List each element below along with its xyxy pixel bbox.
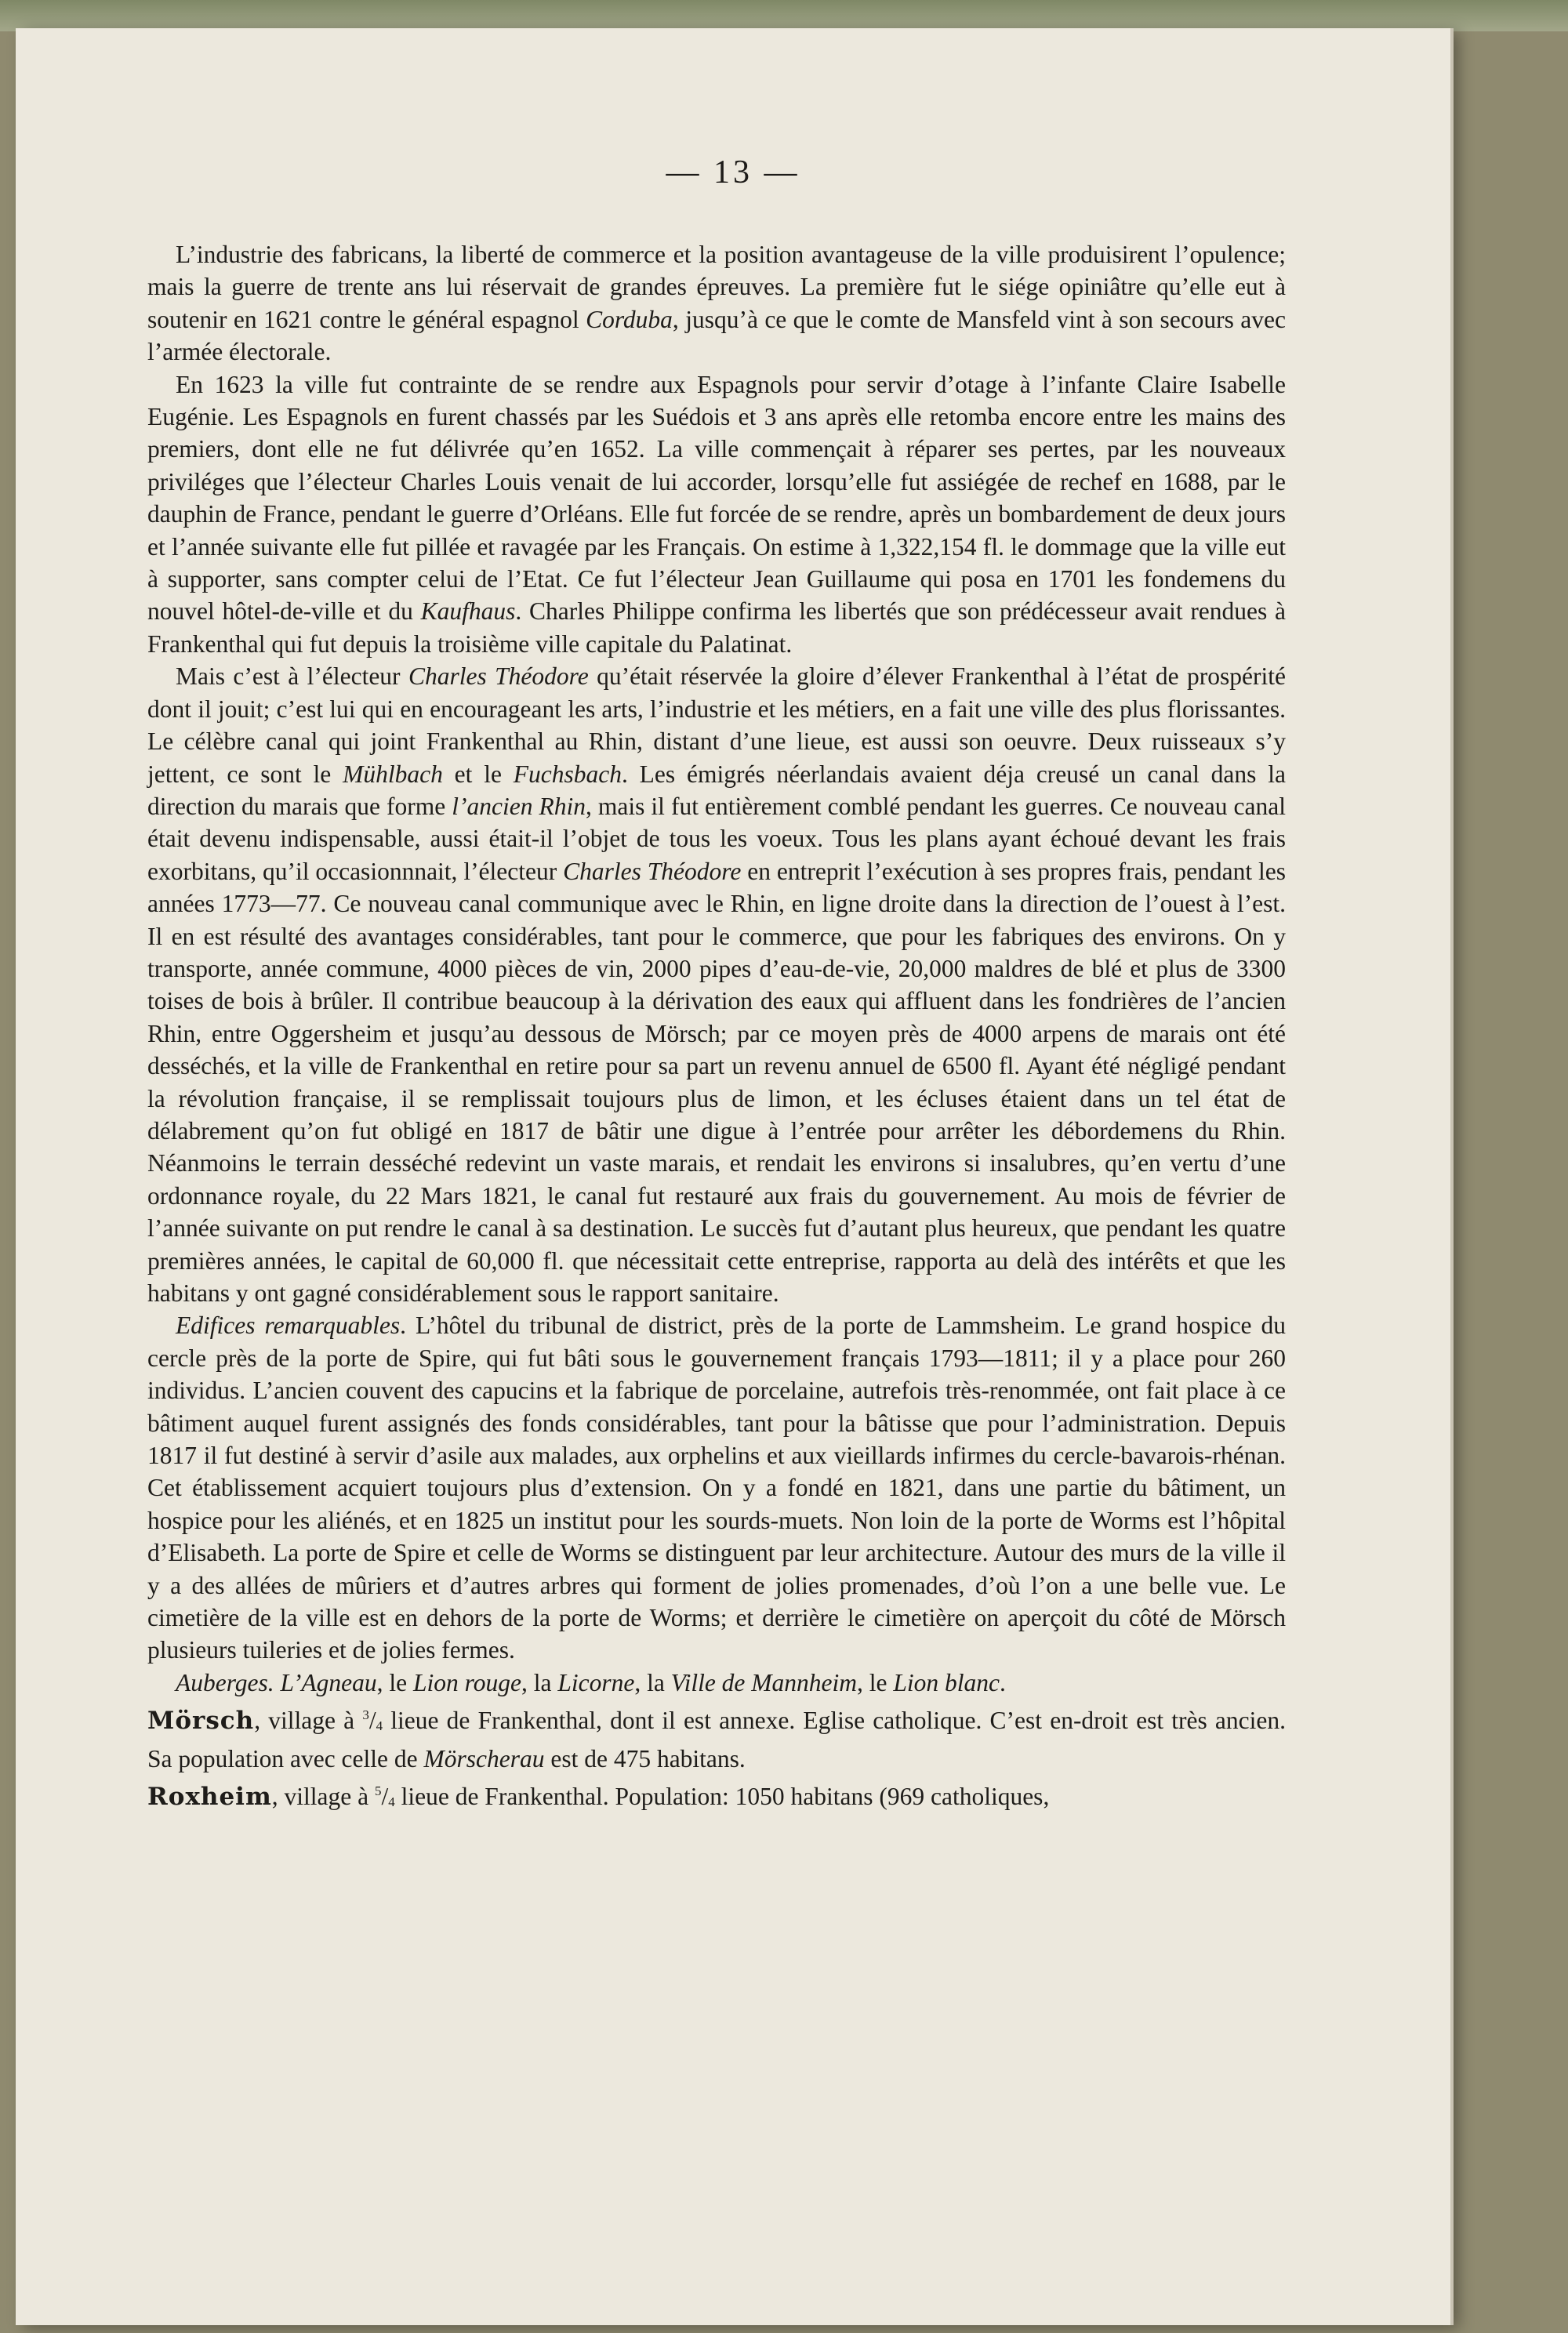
paragraph-history-sieges: En 1623 la ville fut contrainte de se rendre aux Espagnols pour servir d’otage à l’infante Claire Isabelle Eugénie. Les Espagnols en furent chassés par les Suédois et 3 ans après elle retomba encore entre les mains des premiers, dont elle ne fut délivrée qu’en 1652. La ville commençait à réparer ses pertes, par les nouveaux priviléges que l’électeur Charles Louis venait de lui accorder, lorsqu’elle fut assiégée de rechef en 1688, par le dauphin de France, pendant le guerre d’Orléans. Elle fut forcée de se rendre, après un bombardement de deux jours et l’année suivante elle fut pillée et ravagée par les Français. On estime à 1,322,154 fl. le dommage que la ville eut à supporter, sans compter celui de l’Etat. Ce fut l’électeur Jean Guillaume qui posa en 1701 les fondemens du nouvel hôtel-de-ville et du Kaufhaus. Charles Philippe confirma les libertés que son prédécesseur avait rendues à Frankenthal qui fut depuis la troisième ville capitale du Palatinat. (147, 370, 1286, 658)
fraction-three-quarters: $^3/_4$ (362, 1707, 383, 1735)
paragraph-canal: Mais c’est à l’électeur Charles Théodore qu’était réservée la gloire d’élever Frankenthal à l’état de prospérité dont il jouit; c’est lui qui en encourageant les arts, l’industrie et les métiers, en a fait une ville des plus florissantes. Le célèbre canal qui joint Frankenthal au Rhin, distant d’une lieue, est aussi son oeuvre. Deux ruisseaux s’y jettent, ce sont le Mühlbach et le Fuchsbach. Les émigrés néerlandais avaient déja creusé un canal dans la direction du marais que forme l’ancien Rhin, mais il fut entièrement comblé pendant les guerres. Ce nouveau canal était devenu indispensable, aussi était-il l’objet de tous les voeux. Tous les plans ayant échoué devant les frais exorbitans, qu’il occasionnnait, l’électeur Charles Théodore en entreprit l’exécution à ses propres frais, pendant les années 1773—77. Ce nouveau canal communique avec le Rhin, en ligne droite dans la direction de l’ouest à l’est. Il en est résulté des avantages considérables, tant pour le commerce, que pour les fabriques des environs. On y transporte, année commune, 4000 pièces de vin, 2000 pipes d’eau-de-vie, 20,000 maldres de blé et plus de 3300 toises de bois à brûler. Il contribue beaucoup à la dérivation des eaux qui affluent dans les fondrières de l’ancien Rhin, entre Oggersheim et jusqu’au dessous de Mörsch; par ce moyen près de 4000 arpens de marais ont été desséchés, et la ville de Frankenthal en retire pour sa part un revenu annuel de 6500 fl. Ayant été négligé pendant la révolution française, il se remplissait toujours plus de limon, et les écluses étaient dans un tel état de délabrement qu’on fut obligé en 1817 de bâtir une digue à l’entrée pour arrêter les débordemens du Rhin. Néanmoins le terrain desséché redevint un vaste marais, et rendait les environs si insalubres, qu’en vertu d’une ordonnance royale, du 22 Mars 1821, le canal fut restauré aux frais du gouvernement. Au mois de février de l’année suivante on put rendre le canal à sa destination. Le succès fut d’autant plus heureux, que pendant les quatre premières années, le capital de 60,000 fl. que nécessitait cette entreprise, rapporta au delà des intérêts et que les habitans y ont gagné considérablement sous le rapport sanitaire. (147, 662, 1286, 1307)
paragraph-auberges: Auberges. L’Agneau, le Lion rouge, la Licorne, la Ville de Mannheim, le Lion blanc. (176, 1668, 1006, 1696)
page-body (147, 238, 1286, 1819)
entry-roxheim: Roxheim, village à $^5/_4$ lieue de Frankenthal. Population: 1050 habitans (969 catholiques, (147, 1783, 1050, 1812)
page-number: — 13 — (666, 154, 800, 190)
paragraph-history-prosperity: L’industrie des fabricans, la liberté de commerce et la position avantageuse de la ville produisirent l’opulence; mais la guerre de trente ans lui réservait de grandes épreuves. La première fut le siége opiniâtre qu’elle eut à soutenir en 1621 contre le général espagnol Corduba, jusqu’à ce que le comte de Mansfeld vint à son secours avec l’armée électorale. (147, 241, 1286, 366)
fraction-five-quarters: $^5/_4$ (374, 1783, 395, 1811)
book-page (16, 28, 1450, 2325)
village-name-roxheim: Roxheim (147, 1783, 272, 1812)
paragraph-edifices: Edifices remarquables. L’hôtel du tribunal de district, près de la porte de Lammsheim. Le grand hospice du cercle près de la porte de Spire, qui fut bâti sous le gouvernement français 1793—1811; il y a place pour 260 individus. L’ancien couvent des capucins et la fabrique de porcelaine, autrefois très-renommée, ont fait place à ce bâtiment auquel furent assignés des fonds considérables, tant pour la bâtisse que pour l’administration. Depuis 1817 il fut destiné à servir d’asile aux malades, aux orphelins et aux vieillards infirmes du cercle-bavarois-rhénan. Cet établissement acquiert toujours plus d’extension. On y a fondé en 1821, dans une partie du bâtiment, un hospice pour les aliénés, et en 1825 un institut pour les sourds-muets. Non loin de la porte de Worms est l’hôpital d’Elisabeth. La porte de Spire et celle de Worms se distinguent par leur architecture. Autour des murs de la ville il y a des allées de mûriers et d’autres arbres qui forment de jolies promenades, d’où l’on a une belle vue. Le cimetière de la ville est en dehors de la porte de Worms; et derrière le cimetière on aperçoit du côté de Mörsch plusieurs tuileries et de jolies fermes. (147, 1312, 1286, 1664)
village-name-morsch: Mörsch (147, 1707, 255, 1736)
entry-morsch: Mörsch, village à $^3/_4$ lieue de Frankenthal, dont il est annexe. Eglise catholique. C’est en-droit est très ancien. Sa population avec celle de Mörscherau est de 475 habitans. (147, 1707, 1287, 1772)
book-binding-edge (0, 0, 1568, 31)
